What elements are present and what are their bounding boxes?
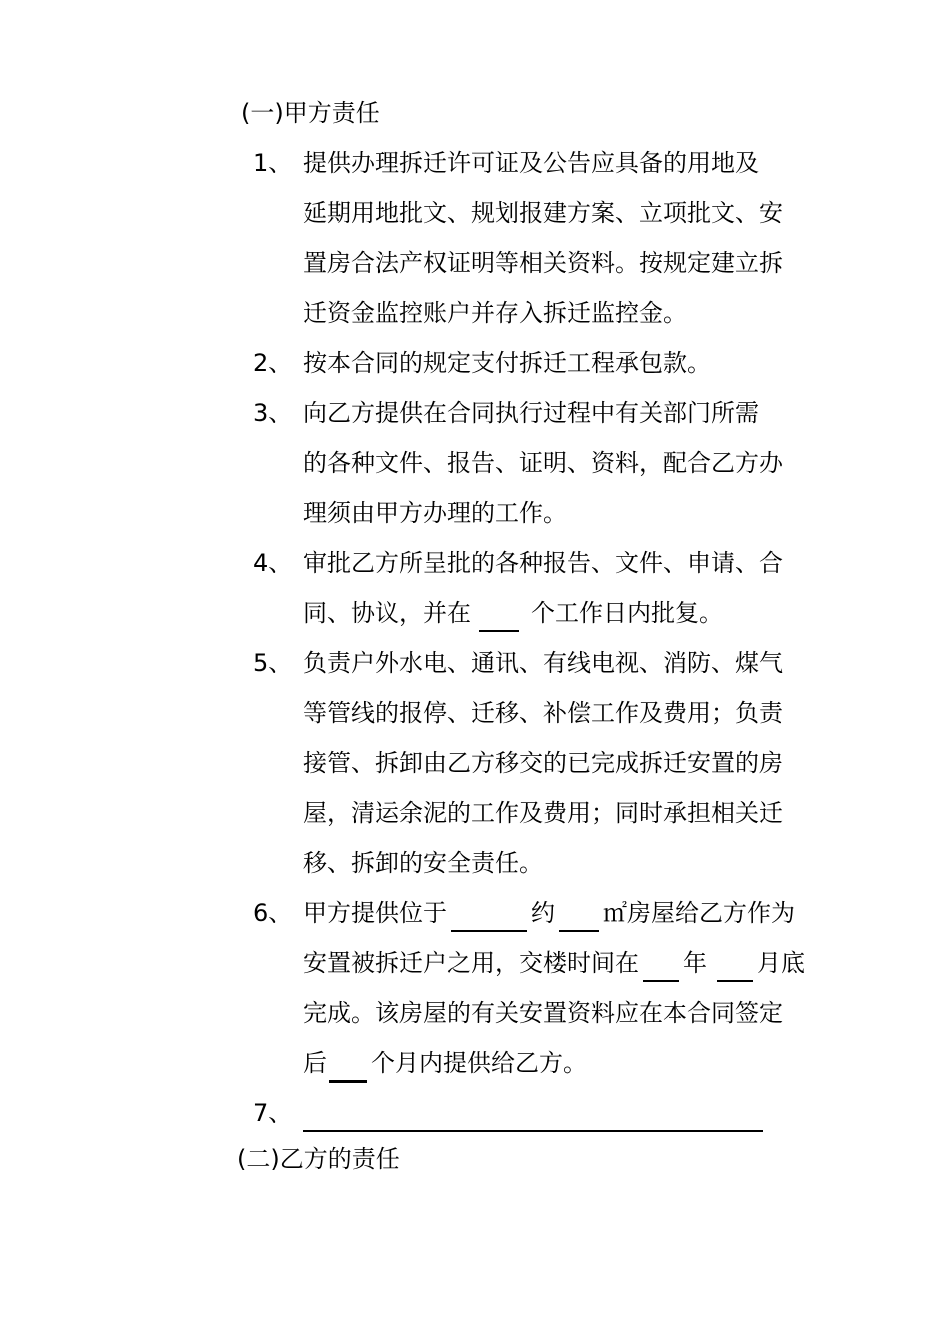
item-text-line (303, 598, 833, 648)
section-b-title: (二)乙方的责任 (237, 1145, 400, 1173)
section-a-title: (一)甲方责任 (241, 99, 380, 127)
item-number: 4、 (253, 549, 293, 577)
text-segment: 个工作日内批复。 (531, 599, 723, 627)
item-text-line: 向乙方提供在合同执行过程中有关部门所需 (303, 399, 759, 427)
fill-in-blank[interactable] (329, 1048, 367, 1083)
item-text-line: 审批乙方所呈批的各种报告、文件、申请、合 (303, 549, 783, 577)
item-text-line: 负责户外水电、通讯、有线电视、消防、煤气 (303, 649, 783, 677)
text-segment: 安置被拆迁户之用，交楼时间在 (303, 949, 639, 977)
item-text-line: 提供办理拆迁许可证及公告应具备的用地及 (303, 149, 759, 177)
item-text-line: 完成。该房屋的有关安置资料应在本合同签定 (303, 999, 783, 1027)
item-text-line: 延期用地批文、规划报建方案、立项批文、安 (303, 199, 783, 227)
item-text-line: 按本合同的规定支付拆迁工程承包款。 (303, 349, 711, 377)
text-segment: ㎡房屋给乙方作为 (603, 899, 795, 927)
text-segment: 同、协议，并在 (303, 599, 471, 627)
item-text-line (303, 948, 833, 998)
fill-in-blank[interactable] (451, 898, 527, 932)
item-number: 5、 (253, 649, 293, 677)
text-segment: 约 (531, 899, 555, 927)
item-number: 7、 (253, 1099, 293, 1127)
text-segment: 后 (303, 1049, 327, 1077)
item-text-line: 屋，清运余泥的工作及费用；同时承担相关迁 (303, 799, 783, 827)
item-number: 1、 (253, 149, 293, 177)
item-text-line (303, 1098, 833, 1148)
fill-in-blank[interactable] (643, 948, 679, 982)
text-segment: 甲方提供位于 (303, 899, 447, 927)
item-text-line: 的各种文件、报告、证明、资料，配合乙方办 (303, 449, 783, 477)
text-segment: 个月内提供给乙方。 (371, 1049, 587, 1077)
item-text-line: 理须由甲方办理的工作。 (303, 499, 567, 527)
fill-in-blank[interactable] (479, 598, 519, 632)
item-number: 3、 (253, 399, 293, 427)
item-text-line (303, 898, 833, 948)
item-text-line: 移、拆卸的安全责任。 (303, 849, 543, 877)
text-segment: 年 (683, 949, 707, 977)
item-text-line: 等管线的报停、迁移、补偿工作及费用；负责 (303, 699, 783, 727)
item-number: 2、 (253, 349, 293, 377)
fill-in-blank[interactable] (717, 948, 753, 982)
item-text-line: 接管、拆卸由乙方移交的已完成拆迁安置的房 (303, 749, 783, 777)
fill-in-blank[interactable] (303, 1098, 763, 1132)
text-segment: 月底 (757, 949, 805, 977)
item-text-line (303, 1048, 833, 1098)
item-text-line: 迁资金监控账户并存入拆迁监控金。 (303, 299, 687, 327)
item-text-line: 置房合法产权证明等相关资料。按规定建立拆 (303, 249, 783, 277)
item-number: 6、 (253, 899, 293, 927)
fill-in-blank[interactable] (559, 898, 599, 932)
